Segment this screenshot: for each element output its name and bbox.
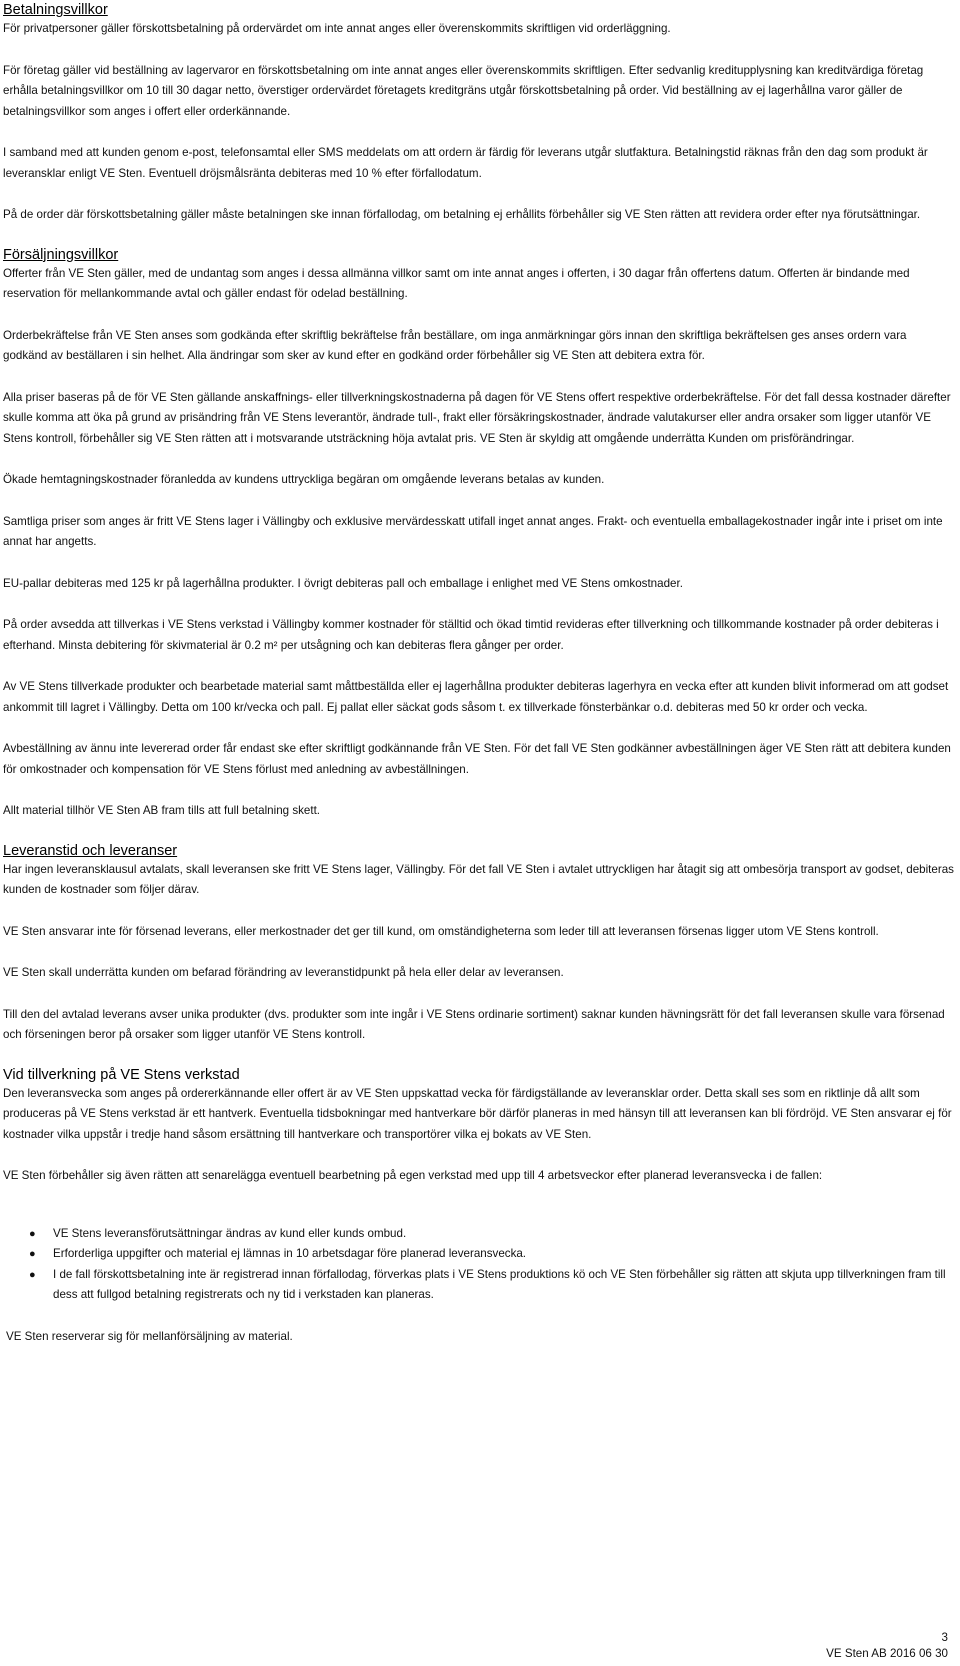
paragraph: På de order där förskottsbetalning gäller måste betalningen ske innan förfallodag, om betalning ej erhållits förbehåller sig VE Sten rätten att revidera order efter nya förutsättningar. <box>3 208 921 221</box>
bullet-icon: ● <box>29 1268 36 1281</box>
heading-betalningsvillkor: Betalningsvillkor <box>3 2 108 18</box>
conditions-list <box>3 1224 954 1306</box>
bullet-icon: ● <box>29 1227 36 1240</box>
footer-company-date: VE Sten AB 2016 06 30 <box>826 1647 948 1660</box>
paragraph: Har ingen leveransklausul avtalats, skall leveransen ske fritt VE Stens lager, Vällingby. För det fall VE Sten i avtalet uttryckligen har åtagit sig att ombesörja transport av godset, debiteras kunden de kostnader som följer därav. <box>3 862 954 896</box>
paragraph: Avbeställning av ännu inte levererad order får endast ske efter skriftligt godkännande från VE Sten. För det fall VE Sten godkänner avbeställningen äger VE Sten rätt att debitera kunden för omkostnader och kompensation för VE Stens förlust med anledning av avbeställningen. <box>3 742 951 776</box>
paragraph: Alla priser baseras på de för VE Sten gällande anskaffnings- eller tillverkningskostnaderna på dagen för VE Stens offert respektive orderbekräftelse. För det fall dessa kostnader därefter skulle komma att öka på grund av prisändring från VE Stens leverantör, ändrade tull-, frakt eller försäkringskostnader, ändrade valutakurser eller andra orsaker som ligger utanför VE Stens kontroll, förbehåller sig VE Sten rätten att i motsvarande utsträckning höja avtalat pris. VE Sten är skyldig att omgående underrätta Kunden om prisförändringar. <box>3 390 951 445</box>
paragraph: VE Sten skall underrätta kunden om befarad förändring av leveranstidpunkt på hela eller delar av leveransen. <box>3 966 564 979</box>
heading-forsaljningsvillkor: Försäljningsvillkor <box>3 246 119 263</box>
list-item: ● VE Stens leveransförutsättningar ändras av kund eller kunds ombud. <box>29 1224 954 1245</box>
paragraph: Offerter från VE Sten gäller, med de undantag som anges i dessa allmänna villkor samt om inte annat anges i offerten, i 30 dagar från offertens datum. Offerten är bindande med reservation för mellankommande avtal och gäller endast för odelad beställning. <box>3 266 910 300</box>
bullet-icon: ● <box>29 1248 36 1260</box>
list-item: ● I de fall förskottsbetalning inte är registrerad innan förfallodag, förverkas plats i VE Stens produktions kö och VE Sten förbehåller sig rätten att skjuta upp tillverkningen fram till dess att fullgod betalning registrerats och ny tid i verkstaden kan planeras. <box>29 1265 954 1306</box>
paragraph: EU-pallar debiteras med 125 kr på lagerhållna produkter. I övrigt debiteras pall och emballage i enlighet med VE Stens omkostnader. <box>3 576 683 590</box>
paragraph: För privatpersoner gäller förskottsbetalning på ordervärdet om inte annat anges eller överenskommits skriftligen vid orderläggning. <box>3 22 671 35</box>
paragraph: Samtliga priser som anges är fritt VE Stens lager i Vällingby och exklusive mervärdesskatt utifall inget annat anges. Frakt- och eventuella emballagekostnader ingår inte i priset om inte annat har angetts. <box>3 514 943 548</box>
paragraph: VE Sten förbehåller sig även rätten att senarelägga eventuell bearbetning på egen verkstad med upp till 4 arbetsveckor efter planerad leveransvecka i de fallen: <box>3 1169 823 1182</box>
list-item: ● Erforderliga uppgifter och material ej lämnas in 10 arbetsdagar före planerad leveransvecka. <box>29 1244 954 1265</box>
paragraph: På order avsedda att tillverkas i VE Stens verkstad i Vällingby kommer kostnader för ställtid och ökad timtid revideras efter tillverkning och tillkommande kostnader på order debiteras i efterhand. Minsta debitering för skivmaterial är 0.2 m² per utsågning och kan debiteras flera gånger per order. <box>3 618 939 652</box>
heading-vid-tillverkning: Vid tillverkning på VE Stens verkstad <box>3 1066 240 1083</box>
paragraph: För företag gäller vid beställning av lagervaror en förskottsbetalning om inte annat anges eller överenskommits skriftligen. Efter sedvanlig kreditupplysning kan kreditvärdiga företag erhålla betalningsvillkor om 10 till 30 dagar netto, överstiger ordervärdet företagets kreditgräns utgår förskottsbetalning på order. Vid beställning av ej lagerhållna varor gäller de betalningsvillkor som anges i offert eller orderkännande. <box>3 63 924 118</box>
heading-leveranstid: Leveranstid och leveranser <box>3 842 178 859</box>
paragraph: Till den del avtalad leverans avser unika produkter (dvs. produkter som inte ingår i VE Stens ordinarie sortiment) saknar kunden hävningsrätt för det fall leveransen skulle vara försenad och förseningen beror på orsaker som ligger utanför VE Stens kontroll. <box>3 1007 945 1041</box>
page-number: 3 <box>941 1631 948 1644</box>
paragraph: I samband med att kunden genom e-post, telefonsamtal eller SMS meddelats om att ordern är färdig för leverans utgår slutfaktura. Betalningstid räknas från den dag som produkt är leveransklar enligt VE Sten. Eventuell dröjsmålsränta debiteras med 10 % efter förfallodatum. <box>3 146 928 180</box>
paragraph: Ökade hemtagningskostnader föranledda av kundens uttryckliga begäran om omgående leverans betalas av kunden. <box>3 473 605 486</box>
closing-statement: VE Sten reserverar sig för mellanförsäljning av material. <box>6 1329 293 1343</box>
paragraph: VE Sten ansvarar inte för försenad leverans, eller merkostnader det ger till kund, om omständigheterna som leder till att leveransen försenas ligger utom VE Stens kontroll. <box>3 924 879 938</box>
paragraph: Av VE Stens tillverkade produkter och bearbetade material samt måttbeställda eller ej lagerhållna produkter debiteras lagerhyra en vecka efter att kunden blivit informerad om att godset ankommit till lagret i Vällingby. Detta om 100 kr/vecka och pall. Ej pallat eller säckat gods såsom t. ex tillverkade fönsterbänkar o.d. debiteras med 50 kr order och vecka. <box>3 680 949 714</box>
paragraph: Den leveransvecka som anges på ordererkännande eller offert är av VE Sten uppskattad vecka för färdigställande av leveransklar order. Detta skall ses som en riktlinje då allt som produceras på VE Stens verkstad är ett hantverk. Eventuella tidsbokningar med hantverkare bör därför planeras in med hänsyn till att leveransen kan bli fördröjd. VE Sten ansvarar ej för kostnader vilka uppstår i tredje hand såsom ersättning till hantverkare och transportörer vilka ej bokats av VE Sten. <box>3 1086 952 1141</box>
paragraph: Orderbekräftelse från VE Sten anses som godkända efter skriftlig bekräftelse från beställare, om inga anmärkningar görs innan den skriftliga bekräftelsen ges anses ordern vara godkänd av beställaren i sin helhet. Alla ändringar som sker av kund efter en godkänd order förbehåller sig VE Sten att debitera extra för. <box>3 328 907 362</box>
paragraph: Allt material tillhör VE Sten AB fram tills att full betalning skett. <box>3 804 321 817</box>
document-page <box>3 2 954 1347</box>
